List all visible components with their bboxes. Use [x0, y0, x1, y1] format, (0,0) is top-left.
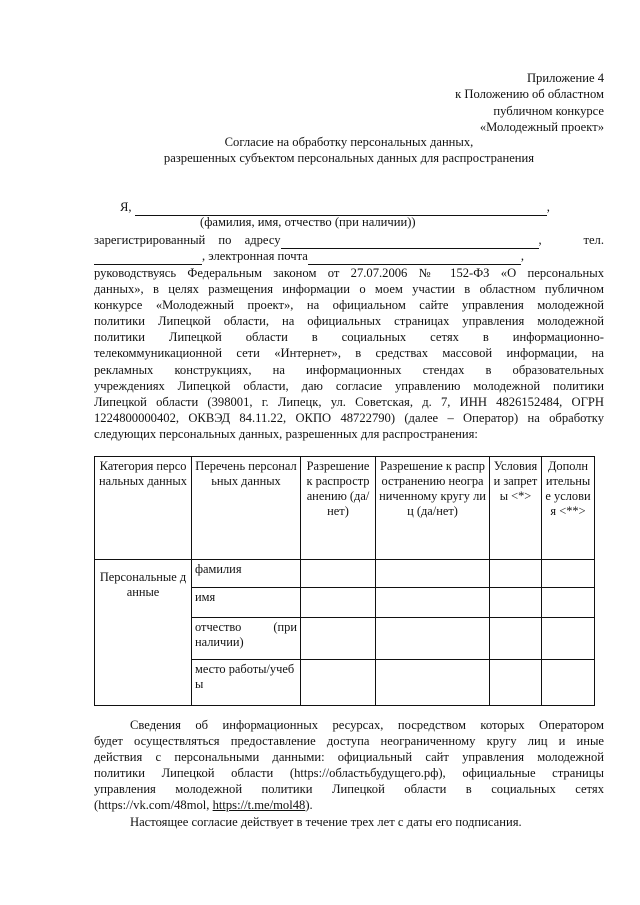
phone-email-row: , электронная почта ,: [94, 249, 524, 265]
table-header-row: [95, 457, 595, 560]
extra-conditions-cell[interactable]: [542, 618, 595, 660]
info-line: будет осуществляться предоставление доступа неограниченному кругу лиц и иные: [94, 734, 604, 749]
i-label: Я,: [120, 200, 132, 214]
full-name-field[interactable]: [135, 200, 547, 216]
fio-hint: (фамилия, имя, отчество (при наличии)): [200, 215, 416, 229]
appendix-line-2: к Положению об областном: [455, 87, 604, 102]
unlimited-permission-cell[interactable]: [376, 660, 490, 706]
email-field[interactable]: [308, 249, 521, 265]
telegram-link[interactable]: https://t.me/mol48: [212, 798, 306, 813]
data-item: место работы/учебы: [192, 660, 301, 706]
info-line: Сведения об информационных ресурсах, посредством которых Оператором: [130, 718, 604, 732]
body-line: конкурсе «Молодежный проект», на официальном сайте управления молодежной: [94, 298, 604, 313]
address-field[interactable]: [281, 233, 539, 249]
phone-label: тел.: [583, 233, 604, 247]
info-line-last: [94, 797, 604, 813]
appendix-header: [455, 70, 604, 135]
extra-conditions-cell[interactable]: [542, 560, 595, 588]
conditions-cell[interactable]: [490, 560, 542, 588]
body-line: политики Липецкой области, на официальных страницах управления молодежной: [94, 314, 604, 329]
header-permission: Разрешение к распространению (да/нет): [301, 457, 376, 560]
info-line: политики Липецкой области (https://областьбудущего.рф), официальные страницы: [94, 766, 604, 781]
body-line: рекламных конструкциях, на информационных стендах в образовательных: [94, 362, 604, 377]
data-item: отчество (при наличии): [192, 618, 301, 660]
header-category: Категория персональных данных: [95, 457, 192, 560]
extra-conditions-cell[interactable]: [542, 660, 595, 706]
category-cell: Персональные данные: [95, 560, 192, 706]
appendix-line-4: «Молодежный проект»: [479, 119, 604, 134]
body-line: учреждениях Липецкой области, даю согласие управлению молодежной политики: [94, 378, 604, 393]
header-unlimited-permission: Разрешение к распространению неограниченному кругу лиц (да/нет): [376, 457, 490, 560]
data-item: фамилия: [192, 560, 301, 588]
name-row: Я, ,: [120, 200, 550, 214]
title-line-2: разрешенных субъектом персональных данных для распространения: [163, 151, 535, 166]
unlimited-permission-cell[interactable]: [376, 588, 490, 618]
conditions-cell[interactable]: [490, 660, 542, 706]
info-resources-paragraph: [94, 717, 604, 830]
info-line-end: ).: [305, 798, 313, 813]
unlimited-permission-cell[interactable]: [376, 560, 490, 588]
header-extra-conditions: Дополнительные условия <**>: [542, 457, 595, 560]
consent-paragraph: [94, 265, 604, 442]
table-row: [95, 560, 595, 588]
unlimited-permission-cell[interactable]: [376, 618, 490, 660]
email-label: , электронная почта: [202, 249, 308, 263]
appendix-number: Приложение 4: [526, 71, 604, 85]
consent-table: [94, 456, 595, 706]
appendix-line-3: публичном конкурсе: [493, 103, 604, 118]
document-title: [94, 134, 604, 167]
vk-link-text: (https://vk.com/48mol,: [94, 798, 213, 813]
phone-field[interactable]: [94, 249, 202, 265]
header-data-list: Перечень персональных данных: [192, 457, 301, 560]
body-line: 1224800000402, ОКВЭД 84.11.22, ОКПО 48722790) (далее – Оператор) на обработку: [94, 410, 604, 425]
info-line: управления молодежной политики Липецкой области в социальных сетях: [94, 782, 604, 797]
title-line-1: Согласие на обработку персональных данных,: [224, 135, 474, 149]
info-line: действия с персональными данными: официальный сайт управления молодежной: [94, 750, 604, 765]
body-line: политики Липецкой области в социальных сетях в информационно-: [94, 330, 604, 345]
validity-statement: Настоящее согласие действует в течение трех лет с даты его подписания.: [130, 814, 522, 829]
permission-cell[interactable]: [301, 560, 376, 588]
permission-cell[interactable]: [301, 588, 376, 618]
body-line: Липецкой области (398001, г. Липецк, ул. Советская, д. 7, ИНН 4826152484, ОГРН: [94, 394, 604, 409]
address-label: зарегистрированный по адресу: [94, 233, 281, 247]
data-item: имя: [192, 588, 301, 618]
body-line: данных», в целях размещения информации о моем участии в областном публичном: [94, 282, 604, 297]
header-conditions: Условия и запреты <*>: [490, 457, 542, 560]
address-row: зарегистрированный по адресу , тел.: [94, 233, 604, 247]
permission-cell[interactable]: [301, 618, 376, 660]
body-line: телекоммуникационной сети «Интернет», в средствах массовой информации, на: [94, 346, 604, 361]
extra-conditions-cell[interactable]: [542, 588, 595, 618]
permission-cell[interactable]: [301, 660, 376, 706]
conditions-cell[interactable]: [490, 588, 542, 618]
body-line: руководствуясь Федеральным законом от 27.07.2006 № 152-ФЗ «О персональных: [94, 266, 604, 280]
conditions-cell[interactable]: [490, 618, 542, 660]
body-line-last: следующих персональных данных, разрешенных для распространения:: [94, 426, 478, 441]
